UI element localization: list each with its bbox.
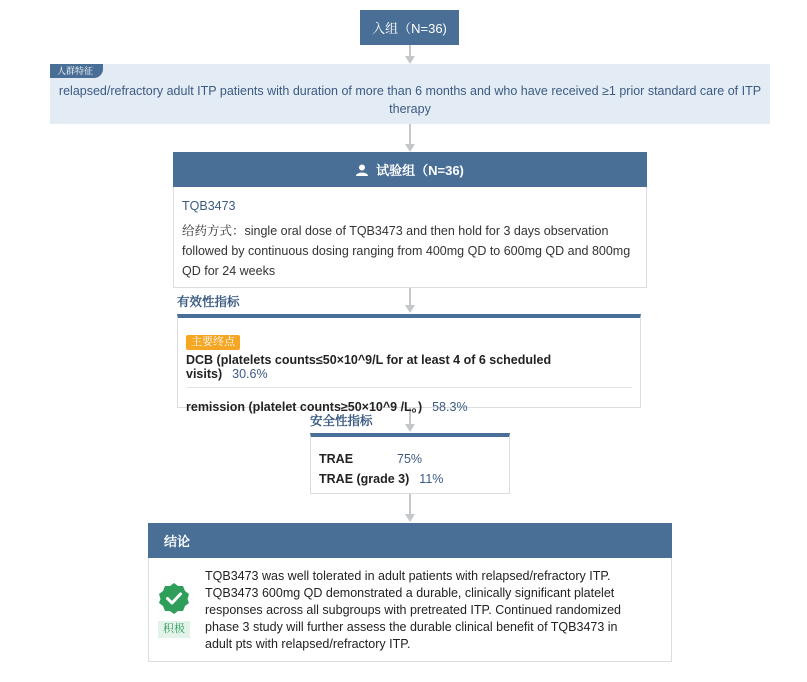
efficacy-item <box>186 353 632 381</box>
safety-item <box>319 469 501 489</box>
arrow-icon <box>405 56 415 64</box>
arrow-icon <box>405 514 415 522</box>
connector <box>409 494 411 515</box>
safety-item-name: TRAE (grade 3) <box>319 472 410 486</box>
population-box <box>50 64 770 124</box>
arrow-icon <box>405 144 415 152</box>
safety-item-value: 11% <box>419 472 444 486</box>
arrow-icon <box>405 424 415 432</box>
efficacy-item-value: 30.6% <box>232 367 268 381</box>
efficacy-item-name: remission (platelet counts≥50×10^9 /L。) <box>186 400 423 414</box>
enrollment-label: 入组（N=36) <box>372 21 447 36</box>
population-tag: 人群特征 <box>50 64 103 78</box>
arm-header <box>173 152 647 187</box>
connector <box>409 124 411 145</box>
safety-item <box>319 449 501 469</box>
connector <box>409 288 411 306</box>
conclusion-body <box>148 558 672 662</box>
positive-tag: 积极 <box>158 621 190 638</box>
regimen-text: 给药方式：single oral dose of TQB3473 and then hold for 3 days observation followed by continuous dosing ranging from 400mg QD to 600mg QD and 800mg QD for 24 weeks <box>182 224 631 278</box>
check-badge-icon <box>158 582 190 614</box>
enrollment-box <box>360 10 459 45</box>
conclusion-title: 结论 <box>164 534 191 549</box>
efficacy-item <box>186 397 632 415</box>
safety-label: 安全性指标 <box>310 414 373 428</box>
drug-name: TQB3473 <box>182 199 236 213</box>
efficacy-box <box>177 314 641 414</box>
population-text: relapsed/refractory adult ITP patients with duration of more than 6 months and who have received ≥1 prior standard care of ITP therapy <box>58 84 762 116</box>
primary-endpoint-badge: 主要终点 <box>186 335 240 350</box>
safety-item-name: TRAE <box>319 452 354 466</box>
efficacy-item-name: DCB (platelets counts≤50×10^9/L for at least 4 of 6 scheduled visits) <box>186 353 552 381</box>
divider <box>186 387 632 388</box>
efficacy-item-value: 58.3% <box>432 400 468 414</box>
safety-box <box>310 433 510 494</box>
conclusion-header <box>148 523 672 558</box>
efficacy-label: 有效性指标 <box>177 295 240 309</box>
user-icon <box>356 164 368 176</box>
arrow-icon <box>405 305 415 313</box>
arm-title: 试验组（N=36) <box>376 163 464 178</box>
safety-item-value: 75% <box>397 452 423 466</box>
conclusion-text: TQB3473 was well tolerated in adult patients with relapsed/refractory ITP. TQB3473 600mg QD demonstrated a durable, clinically significant platelet responses across all subgroups with pretreated ITP. Continued randomized phase 3 study will further assess the durable clinical benefit of TQB3473 in adult pts with relapsed/refractory ITP. <box>205 569 621 651</box>
arm-body <box>173 187 647 288</box>
